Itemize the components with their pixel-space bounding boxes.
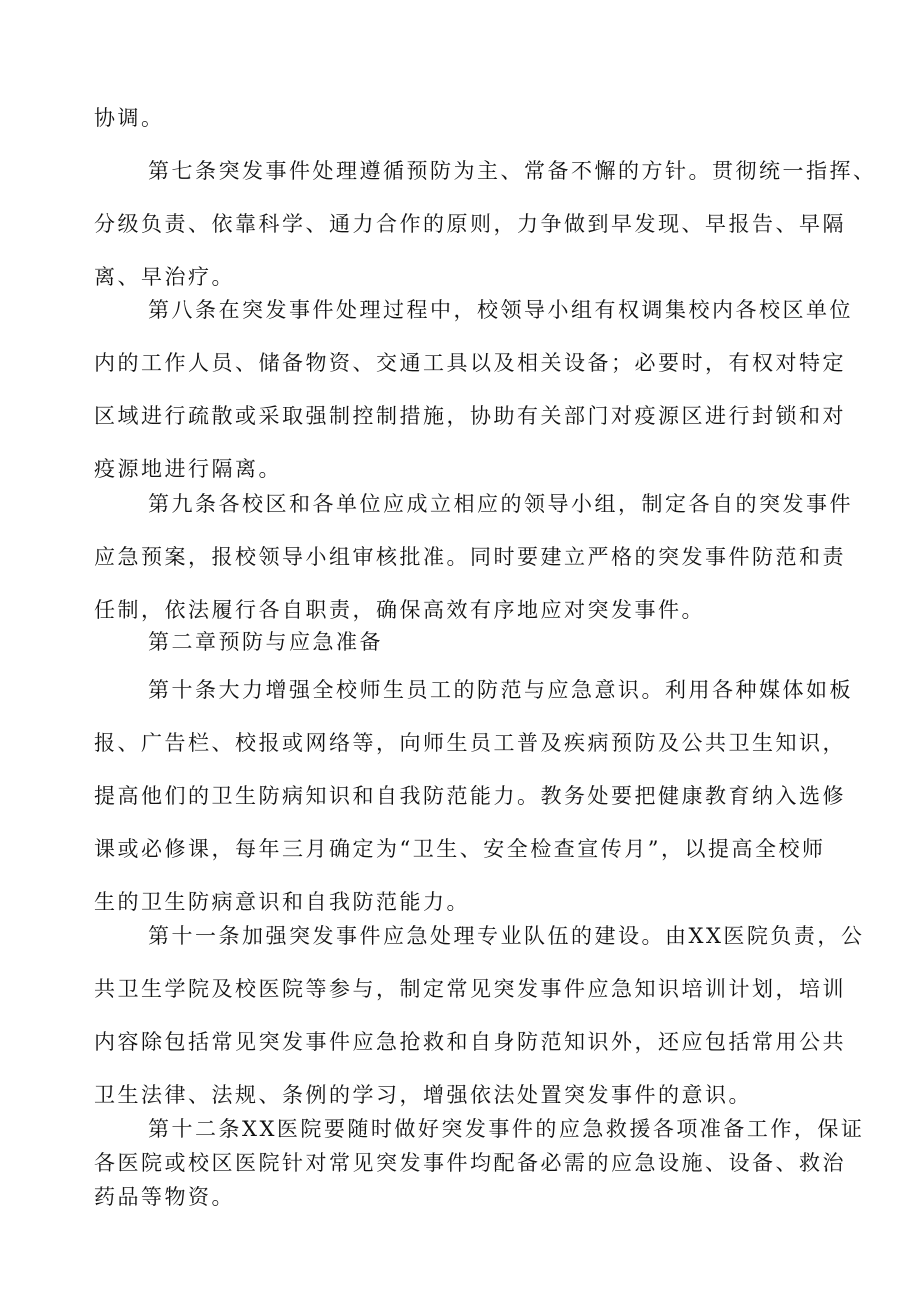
paragraph-article-9 xyxy=(94,478,853,637)
text-line: 报、广告栏、校报或网络等，向师生员工普及疾病预防及公共卫生知识， xyxy=(94,731,846,755)
text-line: 课或必修课，每年三月确定为“卫生、安全检查宣传月”，以提高全校师 xyxy=(94,837,826,861)
text-line: 内的工作人员、储备物资、交通工具以及相关设备；必要时，有权对特定 xyxy=(94,351,846,375)
text-line: 第十条大力增强全校师生员工的防范与应急意识。利用各种媒体如板 xyxy=(148,678,853,702)
paragraph-article-11 xyxy=(94,910,865,1122)
text-line: 第十一条加强突发事件应急处理专业队伍的建设。由XX医院负责，公 xyxy=(148,924,865,948)
text-line: 药品等物资。 xyxy=(94,1185,235,1209)
text-line: 疫源地进行隔离。 xyxy=(94,457,282,481)
chapter-heading xyxy=(94,616,834,669)
text-line: 离、早治疗。 xyxy=(94,265,235,289)
text-line: 应急预案，报校领导小组审核批准。同时要建立严格的突发事件防范和责 xyxy=(94,545,846,569)
text-line: 生的卫生防病意识和自我防范能力。 xyxy=(94,890,470,914)
text-line: 任制，依法履行各自职责，确保高效有序地应对突发事件。 xyxy=(94,598,705,622)
chapter-title: 第二章预防与应急准备 xyxy=(148,630,383,654)
text-line: 第七条突发事件处理遵循预防为主、常备不懈的方针。贯彻统一指挥、 xyxy=(148,159,877,183)
text-line: 第十二条XX医院要随时做好突发事件的应急救援各项准备工作，保证 xyxy=(148,1117,865,1141)
paragraph-article-12 xyxy=(94,1112,865,1214)
paragraph-article-7 xyxy=(94,145,877,304)
paragraph-continuation xyxy=(94,92,834,145)
text-line: 区域进行疏散或采取强制控制措施，协助有关部门对疫源区进行封锁和对 xyxy=(94,404,846,428)
text-line: 共卫生学院及校医院等参与，制定常见突发事件应急知识培训计划，培训 xyxy=(94,977,846,1001)
paragraph-article-8 xyxy=(94,284,853,496)
text-line: 内容除包括常见突发事件应急抢救和自身防范知识外，还应包括常用公共 xyxy=(94,1030,846,1054)
text-line: 各医院或校区医院针对常见突发事件均配备必需的应急设施、设备、救治 xyxy=(94,1151,846,1175)
text-line: 分级负责、依靠科学、通力合作的原则，力争做到早发现、早报告、早隔 xyxy=(94,212,846,236)
text-line: 提高他们的卫生防病知识和自我防范能力。教务处要把健康教育纳入选修 xyxy=(94,784,846,808)
text-line: 第九条各校区和各单位应成立相应的领导小组，制定各自的突发事件 xyxy=(148,492,853,516)
text-line: 第八条在突发事件处理过程中，校领导小组有权调集校内各校区单位 xyxy=(148,298,853,322)
text-line: 协调。 xyxy=(94,106,165,130)
text-line: 卫生法律、法规、条例的学习，增强依法处置突发事件的意识。 xyxy=(94,1083,752,1107)
paragraph-article-10 xyxy=(94,664,853,929)
